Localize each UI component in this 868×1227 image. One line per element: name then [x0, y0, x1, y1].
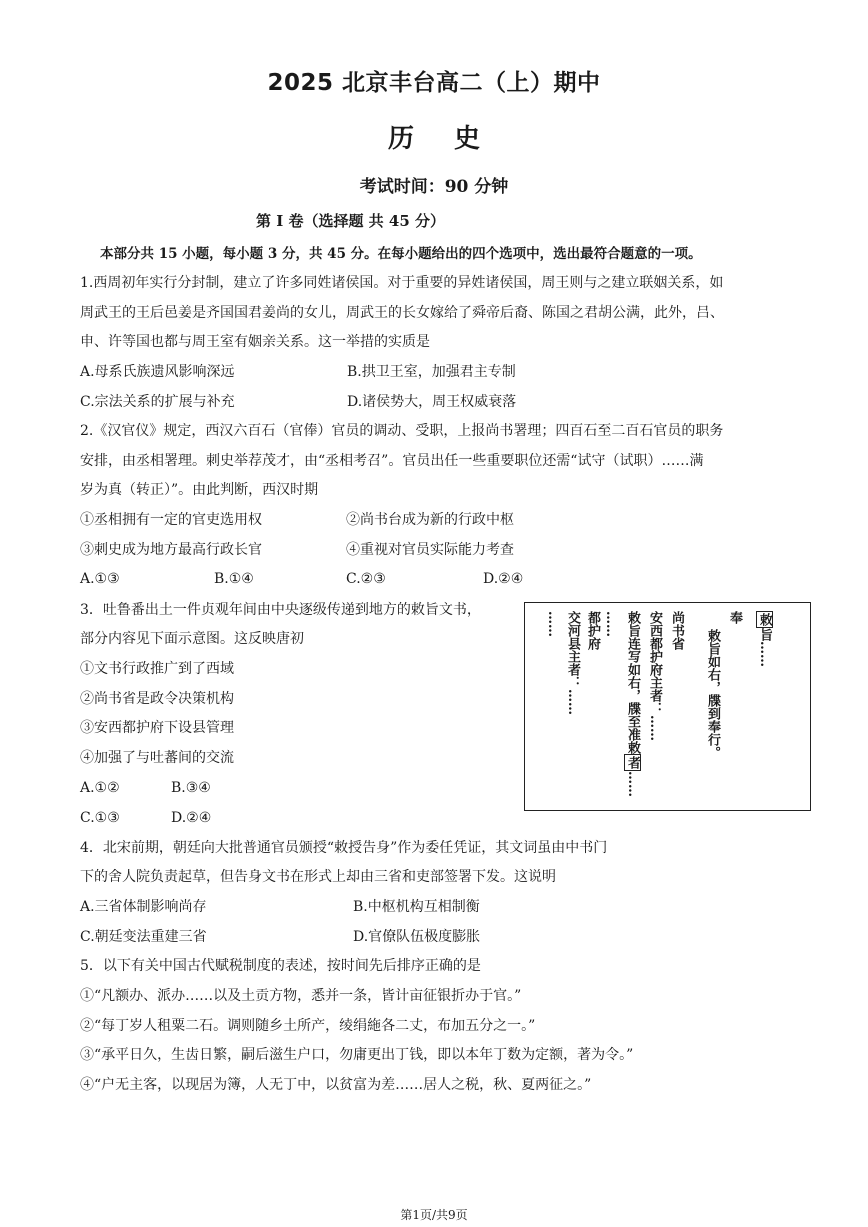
q2-option-c: C.②③ — [346, 571, 386, 587]
q3-line-2: 部分内容见下面示意图。这反映唐初 — [80, 631, 304, 647]
q5-statement-3: ③“承平日久，生齿日繁，嗣后滋生户口，勿庸更出丁钱，即以本年丁数为定额，著为令。” — [80, 1047, 634, 1063]
q1-option-d: D.诸侯势大，周王权威衰落 — [347, 394, 517, 410]
q2-line-2: 安排，由丞相署理。刺史举荐茂才，由“丞相考召”。官员出任一些重要职位还需“试守（试职）……满 — [80, 453, 704, 469]
q1-line-3: 申、许等国也都与周王室有姻亲关系。这一举措的实质是 — [80, 334, 430, 350]
figure-col-1: 敕旨…… — [757, 613, 772, 667]
q2-statement-4: ④重视对官员实际能力考查 — [346, 542, 514, 558]
figure-col-9: 交河县主者：…… — [565, 611, 580, 715]
q3-statement-1: ①文书行政推广到了西域 — [80, 661, 234, 677]
exam-time: 考试时间：90 分钟 — [359, 177, 509, 197]
q3-statement-4: ④加强了与吐蕃间的交流 — [80, 750, 234, 766]
q1-option-a: A.母系氏族遗风影响深远 — [80, 364, 235, 380]
q3-option-a: A.①② — [80, 780, 120, 796]
q2-option-d: D.②④ — [483, 571, 524, 587]
figure-col-2: 奉 — [727, 611, 742, 624]
q2-option-a: A.①③ — [80, 571, 120, 587]
q1-line-2: 周武王的王后邑姜是齐国国君姜尚的女儿，周武王的长女嫁给了舜帝后裔、陈国之君胡公满，此外，吕、 — [80, 305, 724, 321]
figure-boxed-char-2: 者 — [625, 756, 640, 769]
q4-option-d: D.官僚队伍极度膨胀 — [353, 929, 481, 945]
q5-statement-2: ②“每丁岁人租粟二石。调则随乡土所产，绫绢絁各二丈，布加五分之一。” — [80, 1018, 536, 1034]
q5-statement-1: ①“凡额办、派办……以及土贡方物，悉并一条，皆计亩征银折办于官。” — [80, 988, 522, 1004]
q5-statement-4: ④“户无主客，以现居为簿，人无丁中，以贫富为差……居人之税，秋、夏两征之。” — [80, 1077, 592, 1093]
q3-option-b: B.③④ — [171, 780, 211, 796]
figure-col-6: 敕旨连写如右，牒至准敕者…… — [625, 611, 640, 797]
q2-statement-1: ①丞相拥有一定的官吏选用权 — [80, 512, 262, 528]
q3-option-c: C.①③ — [80, 810, 120, 826]
edict-document-figure — [524, 602, 811, 811]
q2-option-b: B.①④ — [214, 571, 254, 587]
q3-statement-3: ③安西都护府下设县管理 — [80, 720, 234, 736]
figure-col-8: 都护府 — [585, 611, 600, 650]
figure-col-5: 安西都护府主者：…… — [647, 611, 662, 741]
q4-option-a: A.三省体制影响尚存 — [80, 899, 207, 915]
section-heading: 第 I 卷（选择题 共 45 分） — [256, 212, 446, 230]
q1-line-1: 1.西周初年实行分封制，建立了许多同姓诸侯国。对于重要的异姓诸侯国，周王则与之建立联姻关系，如 — [80, 275, 724, 291]
figure-col-4: 尚书省 — [669, 611, 684, 650]
subject-title: 历史 — [387, 124, 520, 154]
q2-line-1: 2.《汉官仪》规定，西汉六百石（官俸）官员的调动、受职，上报尚书署理；四百石至二百石官员的职务 — [80, 423, 724, 439]
page-title: 2025 北京丰台高二（上）期中 — [267, 70, 601, 96]
q4-option-c: C.朝廷变法重建三省 — [80, 929, 207, 945]
q3-statement-2: ②尚书省是政令决策机构 — [80, 691, 234, 707]
q4-line-2: 下的舍人院负责起草，但告身文书在形式上却由三省和吏部签署下发。这说明 — [80, 869, 556, 885]
q4-option-b: B.中枢机构互相制衡 — [353, 899, 480, 915]
figure-col-7: …… — [603, 611, 618, 637]
q4-line-1: 4．北宋前期，朝廷向大批普通官员颁授“敕授告身”作为委任凭证，其文词虽由中书门 — [80, 840, 608, 856]
figure-col-3: 敕旨如右，牒到奉行。 — [705, 629, 720, 759]
q2-statement-3: ③刺史成为地方最高行政长官 — [80, 542, 262, 558]
q2-line-3: 岁为真（转正）”。由此判断，西汉时期 — [80, 482, 319, 498]
section-instruction: 本部分共 15 小题，每小题 3 分，共 45 分。在每小题给出的四个选项中，选出最符合题意的一项。 — [100, 246, 702, 262]
q2-statement-2: ②尚书台成为新的行政中枢 — [346, 512, 514, 528]
q3-option-d: D.②④ — [171, 810, 212, 826]
q1-option-b: B.拱卫王室，加强君主专制 — [347, 364, 516, 380]
figure-boxed-char: 敕 — [757, 613, 772, 626]
figure-col-10: …… — [545, 611, 560, 637]
q1-option-c: C.宗法关系的扩展与补充 — [80, 394, 235, 410]
page-footer: 第1页/共9页 — [400, 1208, 468, 1222]
q5-line-1: 5．以下有关中国古代赋税制度的表述，按时间先后排序正确的是 — [80, 958, 481, 974]
q3-line-1: 3．吐鲁番出土一件贞观年间由中央逐级传递到地方的敕旨文书， — [80, 602, 481, 618]
